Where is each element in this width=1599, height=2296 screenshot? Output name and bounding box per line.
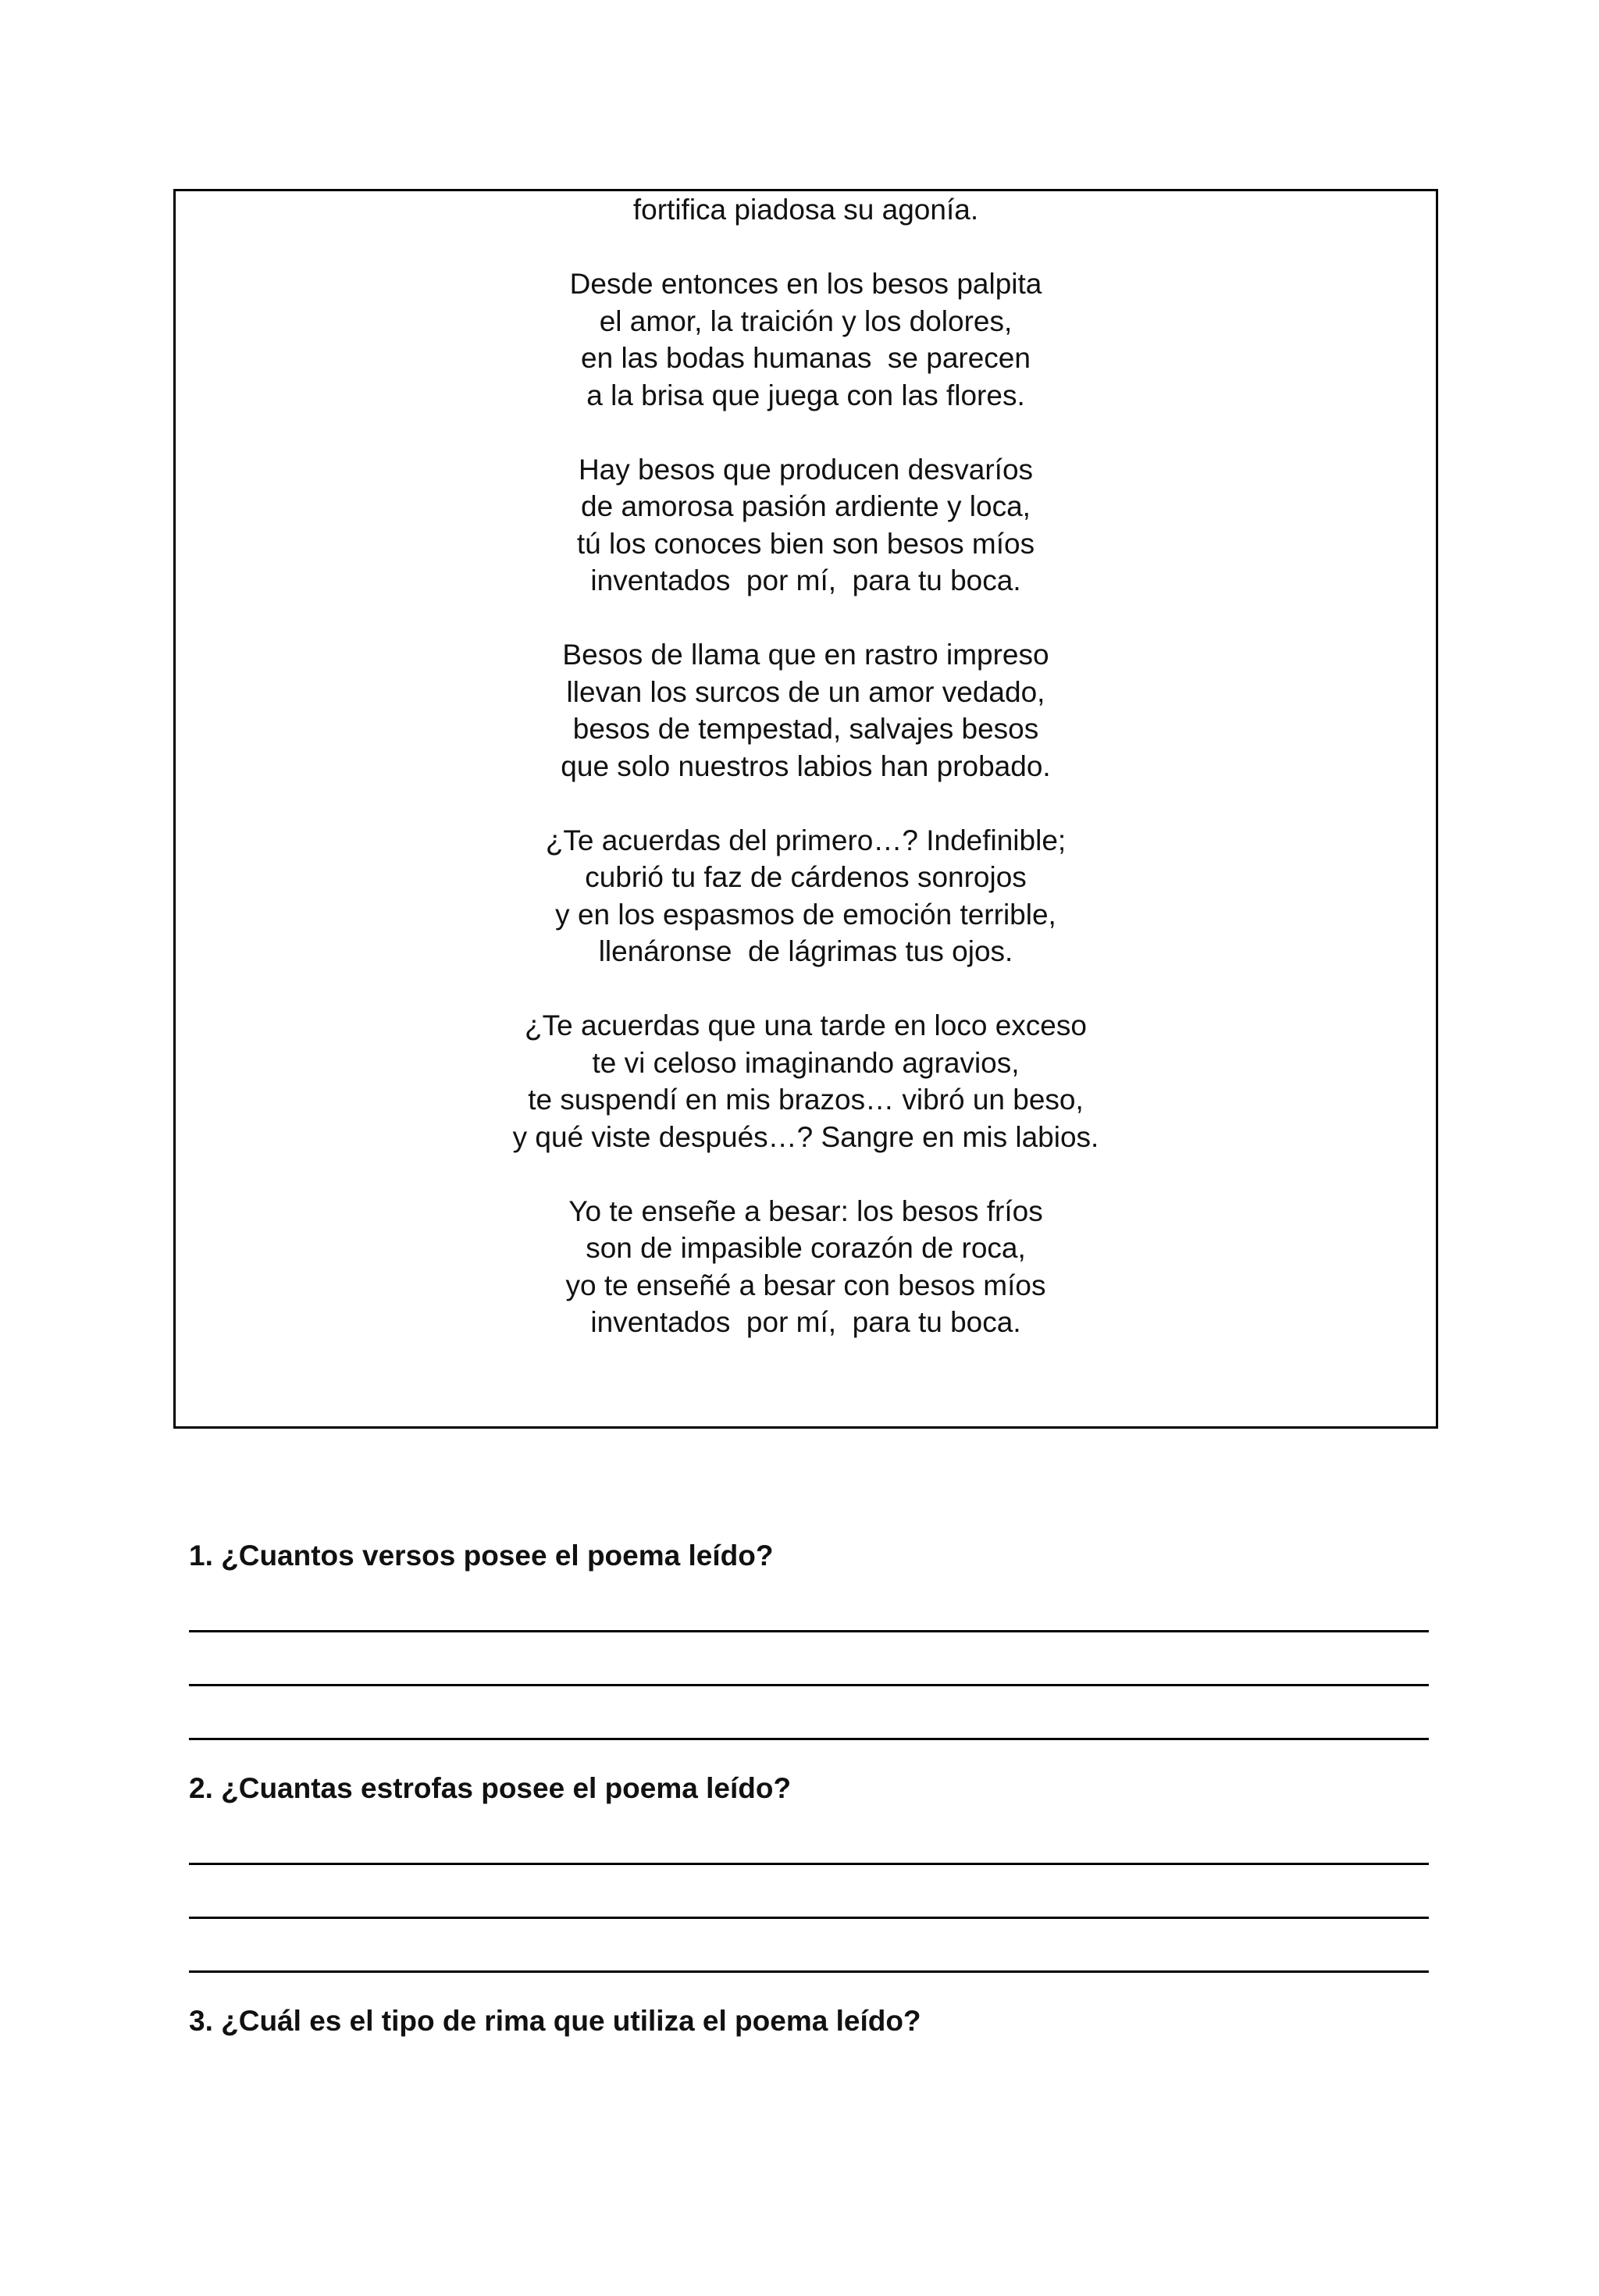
answer-line[interactable] bbox=[189, 1738, 1429, 1740]
poem-stanza-7 bbox=[176, 1193, 1436, 1341]
answer-area-1[interactable] bbox=[189, 1574, 1430, 1738]
poem-stanza-2 bbox=[176, 265, 1436, 414]
poem-line: llevan los surcos de un amor vedado, bbox=[566, 675, 1045, 708]
poem-line: en las bodas humanas se parecen bbox=[581, 342, 1031, 374]
poem-line: llenáronse de lágrimas tus ojos. bbox=[598, 935, 1013, 967]
poem-line: tú los conoces bien son besos míos bbox=[576, 527, 1035, 560]
poem-line: te vi celoso imaginando agravios, bbox=[592, 1046, 1020, 1079]
answer-line[interactable] bbox=[189, 1684, 1429, 1686]
poem-line: fortifica piadosa su agonía. bbox=[632, 194, 979, 226]
answer-area-2[interactable] bbox=[189, 1807, 1430, 1970]
poem-stanza-1 bbox=[176, 191, 1436, 229]
poem-line: y qué viste después…? Sangre en mis labios. bbox=[512, 1120, 1099, 1153]
answer-line[interactable] bbox=[189, 1863, 1429, 1865]
poem-line: Desde entonces en los besos palpita bbox=[569, 268, 1042, 300]
poem-stanza-4 bbox=[176, 636, 1436, 785]
answer-line[interactable] bbox=[189, 1970, 1429, 1973]
poem-box bbox=[173, 189, 1438, 1429]
question-3: 3. ¿Cuál es el tipo de rima que utiliza el poema leído? bbox=[189, 2005, 921, 2037]
question-2: 2. ¿Cuantas estrofas posee el poema leído? bbox=[189, 1772, 792, 1804]
poem-line: de amorosa pasión ardiente y loca, bbox=[581, 490, 1031, 522]
poem-line: Hay besos que producen desvaríos bbox=[578, 453, 1034, 486]
poem-text bbox=[176, 191, 1436, 1378]
poem-line: inventados por mí, para tu boca. bbox=[590, 564, 1021, 596]
poem-line: el amor, la traición y los dolores, bbox=[599, 304, 1013, 337]
poem-line: a la brisa que juega con las flores. bbox=[586, 379, 1025, 411]
poem-line: ¿Te acuerdas que una tarde en loco exceso bbox=[525, 1009, 1087, 1041]
question-1: 1. ¿Cuantos versos posee el poema leído? bbox=[189, 1540, 774, 1572]
poem-line: y en los espasmos de emoción terrible, bbox=[555, 898, 1056, 931]
poem-stanza-5 bbox=[176, 822, 1436, 970]
poem-line: te suspendí en mis brazos… vibró un beso, bbox=[528, 1084, 1084, 1116]
poem-line: ¿Te acuerdas del primero…? Indefinible; bbox=[545, 824, 1067, 856]
poem-line: que solo nuestros labios han probado. bbox=[561, 749, 1051, 782]
answer-line[interactable] bbox=[189, 1917, 1429, 1919]
poem-stanza-6 bbox=[176, 1007, 1436, 1155]
poem-line: son de impasible corazón de roca, bbox=[586, 1232, 1026, 1264]
poem-line: Yo te enseñe a besar: los besos fríos bbox=[568, 1194, 1043, 1227]
poem-line: besos de tempestad, salvajes besos bbox=[572, 713, 1039, 745]
questions-section bbox=[189, 1538, 1430, 2039]
poem-line: inventados por mí, para tu boca. bbox=[590, 1306, 1021, 1338]
poem-stanza-3 bbox=[176, 451, 1436, 600]
poem-line: cubrió tu faz de cárdenos sonrojos bbox=[585, 861, 1027, 893]
answer-line[interactable] bbox=[189, 1630, 1429, 1632]
poem-line: Besos de llama que en rastro impreso bbox=[562, 639, 1049, 671]
poem-line: yo te enseñé a besar con besos míos bbox=[565, 1269, 1046, 1301]
